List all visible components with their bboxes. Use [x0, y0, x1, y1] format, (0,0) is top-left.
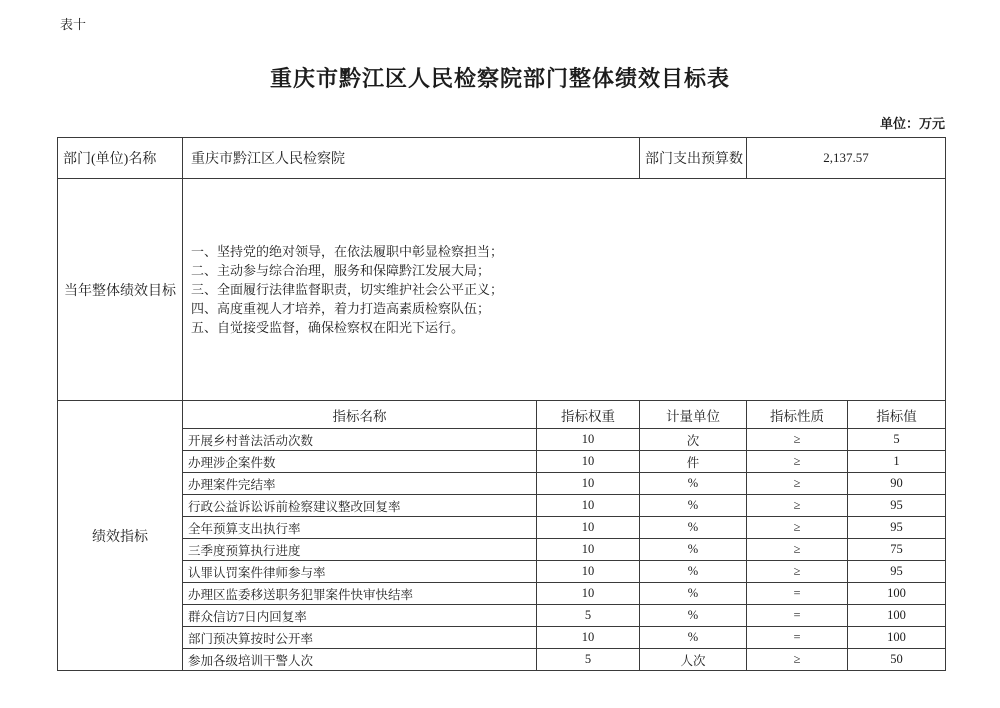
indicator-value: 100	[848, 627, 946, 649]
indicator-unit: %	[640, 627, 747, 649]
indicator-weight: 5	[537, 605, 640, 627]
indicator-unit: 次	[640, 429, 747, 451]
indicator-value: 50	[848, 649, 946, 671]
indicator-row	[58, 605, 946, 627]
indicator-nature: =	[747, 605, 848, 627]
indicator-value: 95	[848, 495, 946, 517]
header-unit-of-measure: 计量单位	[640, 401, 747, 429]
page-title: 重庆市黔江区人民检察院部门整体绩效目标表	[269, 66, 730, 91]
indicator-weight: 5	[537, 649, 640, 671]
indicator-row	[58, 627, 946, 649]
indicator-unit: %	[640, 495, 747, 517]
dept-name-label: 部门(单位)名称	[58, 138, 183, 179]
goal-line: 三、全面履行法律监督职责，切实维护社会公平正义；	[191, 282, 504, 297]
indicator-weight: 10	[537, 495, 640, 517]
indicator-value: 1	[848, 451, 946, 473]
indicator-name: 认罪认罚案件律师参与率	[183, 561, 537, 583]
indicator-nature: ≥	[747, 473, 848, 495]
indicator-name: 全年预算支出执行率	[183, 517, 537, 539]
goal-line: 四、高度重视人才培养，着力打造高素质检察队伍；	[191, 301, 491, 316]
unit-note: 单位：万元	[879, 116, 945, 131]
indicator-name: 行政公益诉讼诉前检察建议整改回复率	[183, 495, 537, 517]
indicator-row	[58, 649, 946, 671]
indicator-row	[58, 583, 946, 605]
indicator-unit: %	[640, 517, 747, 539]
header-indicator-nature: 指标性质	[747, 401, 848, 429]
indicator-name: 开展乡村普法活动次数	[183, 429, 537, 451]
indicator-nature: =	[747, 627, 848, 649]
indicator-row	[58, 473, 946, 495]
indicator-value: 95	[848, 561, 946, 583]
indicators-label: 绩效指标	[58, 401, 183, 671]
goal-line: 五、自觉接受监督，确保检察权在阳光下运行。	[191, 320, 465, 335]
indicator-unit: %	[640, 473, 747, 495]
indicator-nature: =	[747, 583, 848, 605]
indicator-weight: 10	[537, 583, 640, 605]
indicator-row	[58, 561, 946, 583]
indicator-value: 75	[848, 539, 946, 561]
indicator-weight: 10	[537, 539, 640, 561]
goal-line: 二、主动参与综合治理，服务和保障黔江发展大局；	[191, 263, 491, 278]
indicator-weight: 10	[537, 561, 640, 583]
indicator-value: 100	[848, 583, 946, 605]
indicator-name: 部门预决算按时公开率	[183, 627, 537, 649]
indicator-name: 办理区监委移送职务犯罪案件快审快结率	[183, 583, 537, 605]
indicator-weight: 10	[537, 517, 640, 539]
indicator-unit: %	[640, 583, 747, 605]
indicator-unit: %	[640, 605, 747, 627]
indicator-nature: ≥	[747, 517, 848, 539]
indicator-name: 办理案件完结率	[183, 473, 537, 495]
indicator-nature: ≥	[747, 561, 848, 583]
indicator-weight: 10	[537, 429, 640, 451]
performance-target-table	[57, 137, 946, 671]
indicator-row	[58, 495, 946, 517]
dept-name-value: 重庆市黔江区人民检察院	[183, 138, 640, 179]
table-number-label: 表十	[60, 17, 87, 32]
indicator-unit: %	[640, 561, 747, 583]
annual-goals-cell	[183, 179, 946, 401]
indicator-nature: ≥	[747, 539, 848, 561]
indicator-value: 95	[848, 517, 946, 539]
indicator-unit: 件	[640, 451, 747, 473]
header-indicator-value: 指标值	[848, 401, 946, 429]
budget-value: 2,137.57	[747, 138, 946, 179]
indicator-row	[58, 539, 946, 561]
goal-line: 一、坚持党的绝对领导，在依法履职中彰显检察担当；	[191, 244, 504, 259]
indicator-weight: 10	[537, 451, 640, 473]
indicator-weight: 10	[537, 627, 640, 649]
indicator-row	[58, 451, 946, 473]
indicator-nature: ≥	[747, 649, 848, 671]
indicator-value: 100	[848, 605, 946, 627]
indicator-name: 群众信访7日内回复率	[183, 605, 537, 627]
indicator-name: 办理涉企案件数	[183, 451, 537, 473]
indicator-value: 90	[848, 473, 946, 495]
indicator-nature: ≥	[747, 495, 848, 517]
indicator-header-row	[58, 401, 946, 429]
header-indicator-weight: 指标权重	[537, 401, 640, 429]
indicator-name: 参加各级培训干警人次	[183, 649, 537, 671]
annual-goals-label: 当年整体绩效目标	[58, 179, 183, 401]
indicator-unit: 人次	[640, 649, 747, 671]
indicator-nature: ≥	[747, 429, 848, 451]
header-indicator-name: 指标名称	[183, 401, 537, 429]
indicator-unit: %	[640, 539, 747, 561]
indicator-weight: 10	[537, 473, 640, 495]
budget-label: 部门支出预算数	[640, 138, 747, 179]
indicator-name: 三季度预算执行进度	[183, 539, 537, 561]
indicator-row	[58, 517, 946, 539]
indicator-nature: ≥	[747, 451, 848, 473]
table-row	[58, 179, 946, 401]
indicator-row	[58, 429, 946, 451]
table-row	[58, 138, 946, 179]
indicator-value: 5	[848, 429, 946, 451]
